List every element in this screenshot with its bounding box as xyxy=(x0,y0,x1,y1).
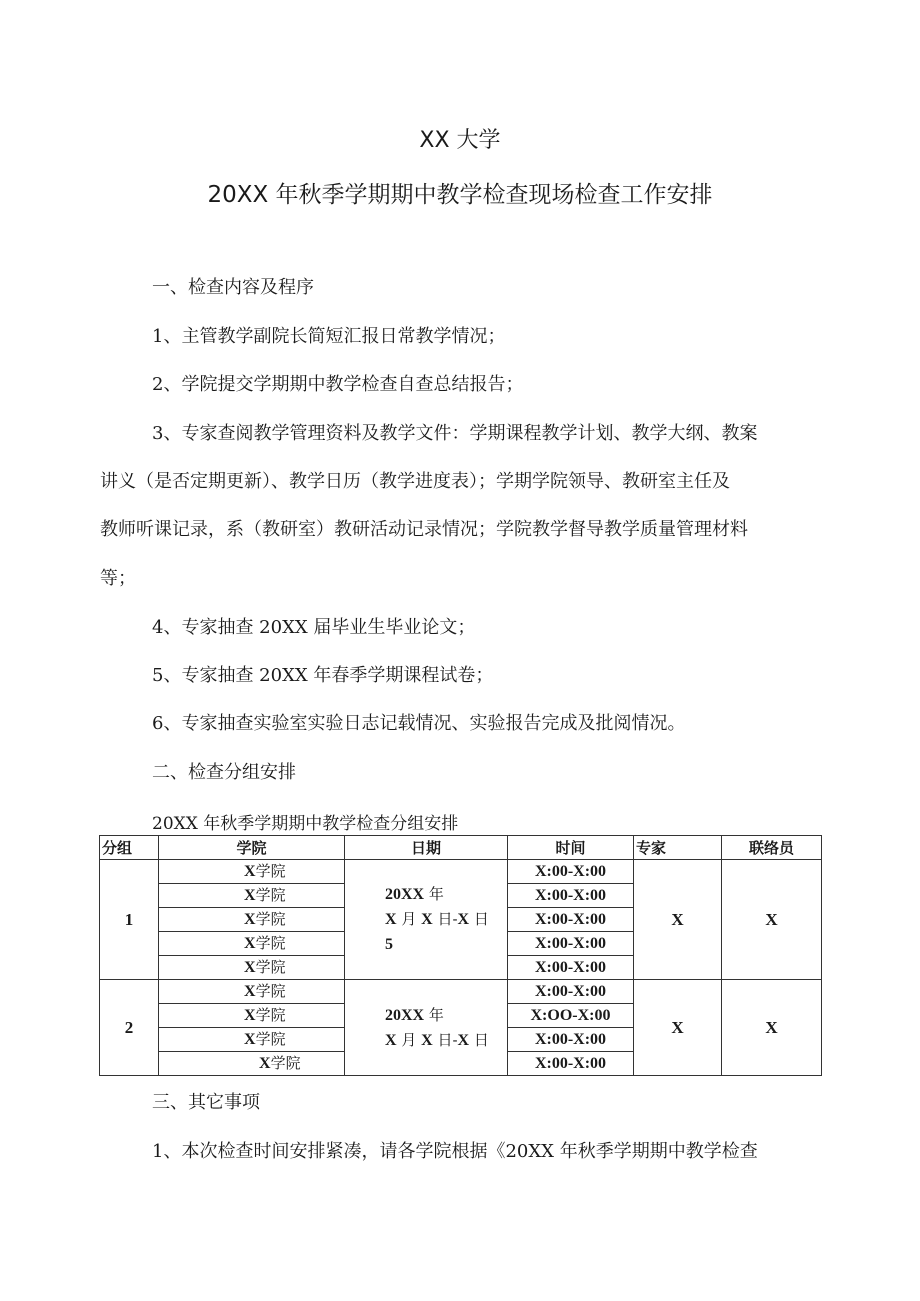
table-row xyxy=(100,980,822,1004)
college-cell: X学院 xyxy=(159,860,345,884)
college-cell: X学院 xyxy=(159,956,345,980)
liaison-cell: X xyxy=(722,860,822,980)
college-cell: X学院 xyxy=(159,932,345,956)
header-expert: 专家 xyxy=(634,836,722,860)
college-cell: X学院 xyxy=(159,884,345,908)
college-cell: X学院 xyxy=(159,1052,345,1076)
time-cell: X:00-X:00 xyxy=(508,1028,634,1052)
expert-cell: X xyxy=(634,860,722,980)
time-cell: X:00-X:00 xyxy=(508,932,634,956)
section1-heading: 一、检查内容及程序 xyxy=(152,277,314,298)
time-cell: X:00-X:00 xyxy=(508,956,634,980)
time-cell: X:OO-X:00 xyxy=(508,1004,634,1028)
date-cell: 20XX 年 X 月 X 日-X 日 5 xyxy=(345,860,508,980)
section1-item3-line1: 3、专家查阅教学管理资料及教学文件：学期课程教学计划、教学大纲、教案 xyxy=(152,423,758,444)
table-caption: 20XX 年秋季学期期中教学检查分组安排 xyxy=(152,814,459,834)
college-cell: X学院 xyxy=(159,1028,345,1052)
section1-item5: 5、专家抽查 20XX 年春季学期课程试卷； xyxy=(152,665,494,686)
table-row xyxy=(100,860,822,884)
document-title: 20XX 年秋季学期期中教学检查现场检查工作安排 xyxy=(207,182,713,208)
section1-item3-line2: 讲义（是否定期更新）、教学日历（教学进度表）；学期学院领导、教研室主任及 xyxy=(100,471,730,492)
college-cell: X学院 xyxy=(159,908,345,932)
table-header-row xyxy=(100,836,822,860)
section1-item3-line4: 等； xyxy=(100,568,136,589)
section3-heading: 三、其它事项 xyxy=(152,1092,260,1113)
time-cell: X:00-X:00 xyxy=(508,1052,634,1076)
section1-item6: 6、专家抽查实验室实验日志记载情况、实验报告完成及批阅情况。 xyxy=(152,713,686,734)
header-time: 时间 xyxy=(508,836,634,860)
section1-item4: 4、专家抽查 20XX 届毕业生毕业论文； xyxy=(152,617,476,638)
group-number: 1 xyxy=(100,860,159,980)
expert-cell: X xyxy=(634,980,722,1076)
section1-item3-line3: 教师听课记录，系（教研室）教研活动记录情况；学院教学督导教学质量管理材料 xyxy=(100,519,748,540)
university-name: XX 大学 xyxy=(419,128,501,153)
college-cell: X学院 xyxy=(159,1004,345,1028)
group-number: 2 xyxy=(100,980,159,1076)
time-cell: X:00-X:00 xyxy=(508,884,634,908)
group-schedule-table xyxy=(99,835,822,1076)
time-cell: X:00-X:00 xyxy=(508,860,634,884)
header-date: 日期 xyxy=(345,836,508,860)
time-cell: X:00-X:00 xyxy=(508,980,634,1004)
section1-item2: 2、学院提交学期期中教学检查自查总结报告； xyxy=(152,374,524,395)
liaison-cell: X xyxy=(722,980,822,1076)
section2-heading: 二、检查分组安排 xyxy=(152,762,296,783)
header-group: 分组 xyxy=(100,836,159,860)
time-cell: X:00-X:00 xyxy=(508,908,634,932)
college-cell: X学院 xyxy=(159,980,345,1004)
header-college: 学院 xyxy=(159,836,345,860)
section1-item1: 1、主管教学副院长简短汇报日常教学情况； xyxy=(152,326,506,347)
date-cell: 20XX 年 X 月 X 日-X 日 xyxy=(345,980,508,1076)
section3-item1: 1、本次检查时间安排紧凑，请各学院根据《20XX 年秋季学期期中教学检查 xyxy=(152,1141,758,1162)
header-liaison: 联络员 xyxy=(722,836,822,860)
